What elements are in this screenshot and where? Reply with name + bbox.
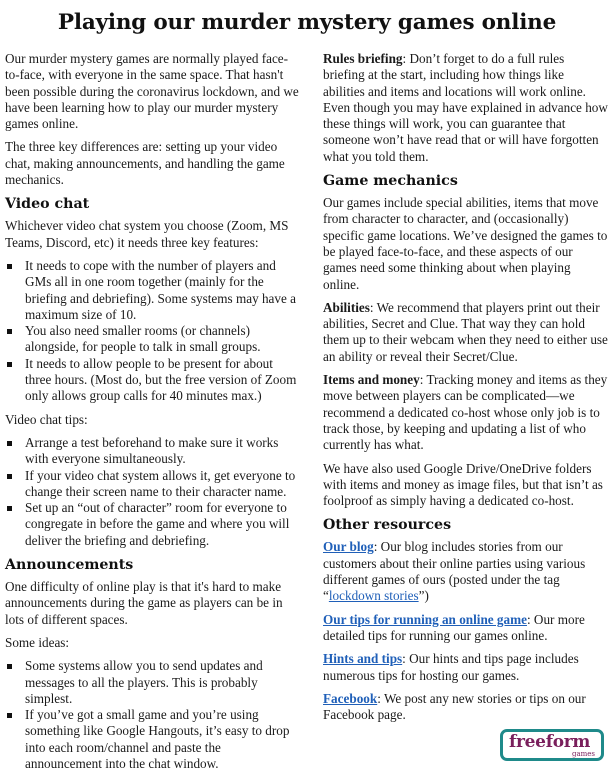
video-chat-tips-list	[5, 435, 301, 549]
list-item: It needs to cope with the number of players and GMs all in one room together (mainly for the briefing and debriefing). Some systems may have a maximum size of 10.	[5, 258, 301, 323]
facebook-link[interactable]: Facebook	[323, 690, 378, 706]
video-chat-tips-label: Video chat tips:	[5, 411, 88, 427]
tips-paragraph	[323, 612, 608, 645]
items-money-label: Items and money	[323, 372, 420, 388]
lockdown-stories-link[interactable]: lockdown stories	[328, 588, 419, 604]
game-mechanics-intro: Our games include special abilities, items that move from character to character, and (occasionally) specific game locations. We’ve designed the games to be played face-to-face, and these aspects of our games need some thinking about when playing online.	[323, 195, 608, 292]
right-column	[323, 51, 608, 730]
list-item: If you’ve got a small game and you’re using something like Google Hangouts, it’s easy to drop into each room/channel and paste the announcement into the chat window.	[5, 707, 301, 772]
list-item: Set up an “out of character” room for everyone to congregate in before the game and where you will deliver the briefing and debriefing.	[5, 500, 301, 549]
online-game-tips-link[interactable]: Our tips for running an online game	[323, 611, 527, 627]
rules-briefing-paragraph	[323, 51, 608, 165]
blog-text-end: ”)	[418, 588, 429, 604]
list-item: You also need smaller rooms (or channels) alongside, for people to talk in small groups.	[5, 323, 301, 356]
list-item: Some systems allow you to send updates and messages to all the players. This is probably simplest.	[5, 658, 301, 707]
hints-and-tips-link[interactable]: Hints and tips	[323, 651, 403, 667]
other-resources-heading: Other resources	[323, 517, 452, 534]
hints-text: : Our hints and tips page includes numerous tips for hosting our games.	[323, 651, 579, 683]
announcements-ideas-label: Some ideas:	[5, 634, 70, 650]
rules-briefing-text: : Don’t forget to do a full rules briefing at the start, including how things like abilities and items and locations will work online. Even though you may have explained in advance how these things will work, you can guarantee that someone won’t have read that or will have forgotten what you told them.	[323, 51, 608, 164]
page-title: Playing our murder mystery games online	[57, 10, 557, 35]
announcements-ideas-list	[5, 658, 301, 772]
items-money-text: : Tracking money and items as they move between players can be complicated—we recommend a dedicated co-host whose only job is to track those, by keeping and updating a list of who currently has what.	[323, 372, 608, 453]
facebook-paragraph	[323, 691, 608, 724]
freeform-logo	[500, 729, 604, 761]
blog-link[interactable]: Our blog	[323, 539, 374, 555]
logo-subtitle: games	[571, 750, 595, 758]
abilities-text: : We recommend that players print out their abilities, Secret and Clue. That way they can hold them up to their webcam when they need to either use an ability or reveal their Secret/Clue.	[323, 299, 608, 364]
video-chat-features-list	[5, 258, 301, 405]
blog-paragraph	[323, 539, 608, 604]
list-item: If your video chat system allows it, get everyone to change their screen name to their character name.	[5, 468, 301, 501]
video-chat-heading: Video chat	[5, 196, 90, 213]
intro-paragraph-1: Our murder mystery games are normally played face-to-face, with everyone in the same space. That hasn't been possible during the coronavirus lockdown, and we have been learning how to play our murder mystery games online.	[5, 51, 299, 132]
game-mechanics-heading: Game mechanics	[323, 173, 458, 190]
video-chat-intro: Whichever video chat system you choose (Zoom, MS Teams, Discord, etc) it needs three key features:	[5, 218, 289, 250]
left-column	[5, 51, 301, 779]
announcements-heading: Announcements	[5, 557, 134, 574]
rules-briefing-label: Rules briefing	[323, 51, 403, 66]
abilities-label: Abilities	[323, 299, 370, 315]
tips-text: : Our more detailed tips for running our games online.	[323, 611, 585, 643]
hints-paragraph	[323, 651, 608, 684]
facebook-text: : We post any new stories or tips on our Facebook page.	[323, 690, 586, 723]
list-item: It needs to allow people to be present for about three hours. (Most do, but the free version of Zoom only allows group calls for 40 minutes max.)	[5, 356, 301, 405]
blog-text: : Our blog includes stories from our customers about their online parties using various different games of ours (posted under the tag “	[323, 539, 586, 604]
abilities-paragraph	[323, 300, 608, 365]
list-item: Arrange a test beforehand to make sure it works with everyone simultaneously.	[5, 435, 301, 468]
items-money-paragraph	[323, 372, 608, 453]
drive-paragraph: We have also used Google Drive/OneDrive folders with items and money as image files, but that isn’t as foolproof as simply having a dedicated co-host.	[323, 460, 603, 509]
announcements-intro: One difficulty of online play is that it's hard to make announcements during the game as players can be in lots of different spaces.	[5, 579, 283, 627]
intro-paragraph-2: The three key differences are: setting up your video chat, making announcements, and handling the game mechanics.	[5, 139, 285, 188]
logo-name: freeform	[509, 732, 591, 752]
